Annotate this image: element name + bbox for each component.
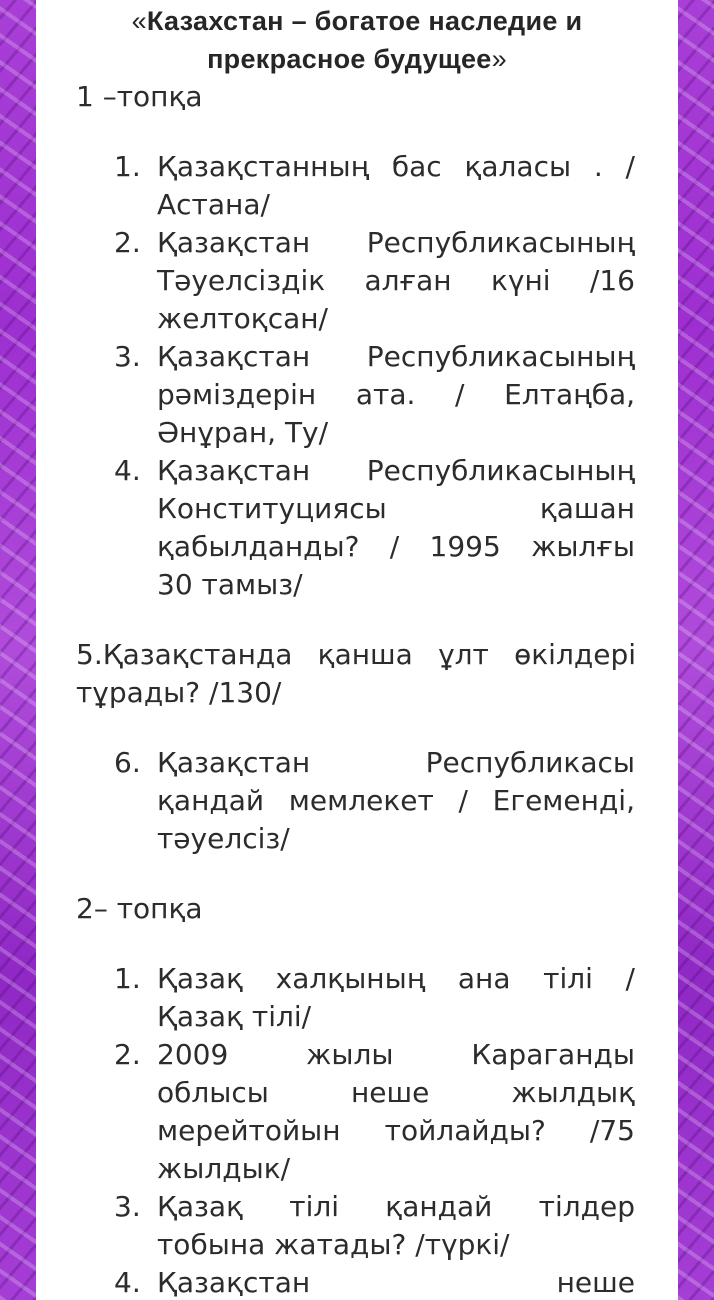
document-page: [36, 0, 678, 1300]
right-decorative-border: [678, 0, 714, 1300]
list-item-number: 6.: [114, 746, 141, 779]
list-item-line: Қазақ тілі қандай тілдер: [157, 1190, 635, 1223]
list-item-line: Қазақ тілі/: [157, 1000, 312, 1033]
list-item-number: 3.: [114, 340, 141, 373]
list-item-line: қандай мемлекет / Егеменді,: [157, 784, 635, 817]
group-2-heading: 2– топқа: [76, 892, 203, 925]
group-1-heading: 1 –топқа: [76, 80, 203, 113]
list-item-line: Астана/: [157, 188, 270, 221]
list-item-line: желтоқсан/: [157, 302, 328, 335]
list-item-line: Қазақстан Республикасының: [157, 226, 635, 259]
list-item-number: 1.: [114, 962, 141, 995]
list-item-line: 2009 жылы Караганды: [157, 1038, 635, 1071]
list-item-line: мерейтойын тойлайды? /75: [157, 1114, 635, 1147]
list-item-line: Қазақ халқының ана тілі /: [157, 962, 635, 995]
list-item-line: Конституциясы қашан: [157, 492, 635, 525]
list-item-line: облысы неше жылдық: [157, 1076, 635, 1109]
list-item-line: Қазақстан Республикасының: [157, 340, 635, 373]
list-item-line: Қазақстан Республикасының: [157, 454, 635, 487]
list-item-line: Қазақстан Республикасы: [157, 746, 635, 779]
list-item-5-line: 5.Қазақстанда қанша ұлт өкілдері: [76, 638, 636, 671]
list-item-number: 3.: [114, 1190, 141, 1223]
list-item-number: 4.: [114, 454, 141, 487]
document-title: [36, 2, 678, 78]
list-item-5-line: тұрады? /130/: [76, 676, 282, 709]
list-item-line: рәміздерін ата. / Елтаңба,: [157, 378, 635, 411]
left-decorative-border: [0, 0, 36, 1300]
list-item-line: Қазақстан неше: [157, 1266, 635, 1299]
list-item-number: 2.: [114, 1038, 141, 1071]
list-item-number: 2.: [114, 226, 141, 259]
list-item-line: Қазақстанның бас қаласы . /: [157, 150, 635, 183]
list-item-line: тәуелсіз/: [157, 822, 290, 855]
list-item-number: 4.: [114, 1266, 141, 1299]
list-item-number: 1.: [114, 150, 141, 183]
list-item-line: Тәуелсіздік алған күні /16: [157, 264, 635, 297]
title-line-2: прекрасное будущее»: [207, 44, 507, 74]
list-item-line: тобына жатады? /түркі/: [157, 1228, 510, 1261]
list-item-line: қабылданды? / 1995 жылғы: [157, 530, 635, 563]
title-line-1: «Казахстан – богатое наследие и: [131, 6, 583, 36]
list-item-line: жылдык/: [157, 1152, 291, 1185]
list-item-line: Әнұран, Ту/: [157, 416, 329, 449]
list-item-line: 30 тамыз/: [157, 568, 303, 601]
